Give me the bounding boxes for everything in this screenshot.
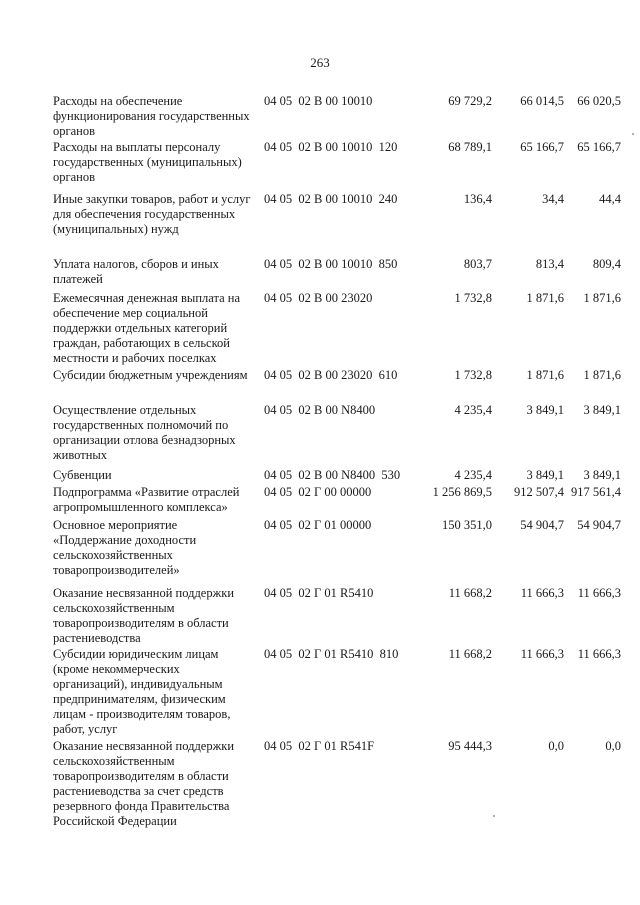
row-classification-code: 04 05 02 Г 01 00000 <box>264 518 372 532</box>
row-amount-year-1: 803,7 <box>463 257 492 271</box>
row-description: Ежемесячная денежная выплата на обеспечение мер социальной поддержки отдельных категорий граждан, работающих в сельской местности и рабочих поселках <box>53 291 240 365</box>
row-description: Субвенции <box>53 468 112 482</box>
row-amount-year-2: 34,4 <box>542 192 564 206</box>
row-amount-year-2: 912 507,4 <box>514 485 564 499</box>
row-description: Субсидии бюджетным учреждениям <box>53 368 248 382</box>
row-amount-year-2: 0,0 <box>548 739 564 753</box>
row-amount-year-1: 69 729,2 <box>448 94 492 108</box>
row-description: Осуществление отдельных государственных полномочий по организации отлова безнадзорных животных <box>53 403 236 462</box>
page-number: 263 <box>310 55 330 70</box>
row-amount-year-3: 66 020,5 <box>577 94 621 108</box>
row-amount-year-2: 3 849,1 <box>526 468 564 482</box>
row-amount-year-2: 65 166,7 <box>520 140 564 154</box>
row-classification-code: 04 05 02 Г 00 00000 <box>264 485 372 499</box>
row-amount-year-2: 1 871,6 <box>526 368 564 382</box>
row-amount-year-1: 1 256 869,5 <box>432 485 492 499</box>
row-amount-year-1: 136,4 <box>463 192 492 206</box>
row-description: Уплата налогов, сборов и иных платежей <box>53 257 219 286</box>
row-classification-code: 04 05 02 В 00 N8400 530 <box>264 468 401 482</box>
row-classification-code: 04 05 02 В 00 10010 <box>264 94 373 108</box>
row-amount-year-2: 66 014,5 <box>520 94 564 108</box>
row-amount-year-1: 4 235,4 <box>454 403 492 417</box>
row-amount-year-3: 3 849,1 <box>583 468 621 482</box>
row-amount-year-1: 11 668,2 <box>448 647 492 661</box>
row-amount-year-2: 813,4 <box>535 257 564 271</box>
row-amount-year-1: 68 789,1 <box>448 140 492 154</box>
row-description: Оказание несвязанной поддержки сельскохозяйственным товаропроизводителям в области растениеводства <box>53 586 235 645</box>
row-amount-year-1: 11 668,2 <box>448 586 492 600</box>
row-amount-year-2: 11 666,3 <box>520 647 564 661</box>
row-amount-year-1: 95 444,3 <box>448 739 492 753</box>
row-amount-year-3: 809,4 <box>592 257 621 271</box>
row-amount-year-2: 3 849,1 <box>526 403 564 417</box>
row-amount-year-1: 1 732,8 <box>454 291 492 305</box>
row-classification-code: 04 05 02 В 00 10010 120 <box>264 140 398 154</box>
row-description: Иные закупки товаров, работ и услуг для обеспечения государственных (муниципальных) нужд <box>53 192 251 236</box>
scan-speck <box>632 133 634 135</box>
row-amount-year-1: 1 732,8 <box>454 368 492 382</box>
row-classification-code: 04 05 02 В 00 23020 610 <box>264 368 398 382</box>
row-description: Основное мероприятие «Поддержание доходности сельскохозяйственных товаропроизводителей» <box>53 518 197 577</box>
row-amount-year-1: 4 235,4 <box>454 468 492 482</box>
row-classification-code: 04 05 02 Г 01 R5410 <box>264 586 374 600</box>
row-amount-year-3: 1 871,6 <box>583 291 621 305</box>
row-classification-code: 04 05 02 В 00 23020 <box>264 291 373 305</box>
scan-speck <box>493 815 495 817</box>
row-description: Субсидии юридическим лицам (кроме некоммерческих организаций), индивидуальным предпринимателям, физическим лицам - производителям товаров, работ, услуг <box>53 647 231 736</box>
row-amount-year-3: 44,4 <box>599 192 621 206</box>
row-amount-year-1: 150 351,0 <box>442 518 492 532</box>
row-amount-year-2: 1 871,6 <box>526 291 564 305</box>
row-amount-year-3: 65 166,7 <box>577 140 621 154</box>
row-amount-year-3: 3 849,1 <box>583 403 621 417</box>
row-amount-year-3: 0,0 <box>605 739 621 753</box>
row-classification-code: 04 05 02 Г 01 R541F <box>264 739 375 753</box>
row-amount-year-2: 54 904,7 <box>520 518 564 532</box>
row-amount-year-3: 54 904,7 <box>577 518 621 532</box>
row-amount-year-3: 11 666,3 <box>577 586 621 600</box>
row-description: Подпрограмма «Развитие отраслей агропромышленного комплекса» <box>53 485 240 514</box>
row-amount-year-3: 1 871,6 <box>583 368 621 382</box>
row-classification-code: 04 05 02 В 00 N8400 <box>264 403 376 417</box>
row-amount-year-3: 11 666,3 <box>577 647 621 661</box>
row-amount-year-3: 917 561,4 <box>571 485 621 499</box>
row-description: Оказание несвязанной поддержки сельскохозяйственным товаропроизводителям в области растениеводства за счет средств резервного фонда Правительства Российской Федерации <box>53 739 235 828</box>
row-classification-code: 04 05 02 В 00 10010 240 <box>264 192 398 206</box>
row-description: Расходы на обеспечение функционирования государственных органов <box>53 94 250 138</box>
row-classification-code: 04 05 02 Г 01 R5410 810 <box>264 647 399 661</box>
row-description: Расходы на выплаты персоналу государственных (муниципальных) органов <box>53 140 242 184</box>
row-classification-code: 04 05 02 В 00 10010 850 <box>264 257 398 271</box>
row-amount-year-2: 11 666,3 <box>520 586 564 600</box>
